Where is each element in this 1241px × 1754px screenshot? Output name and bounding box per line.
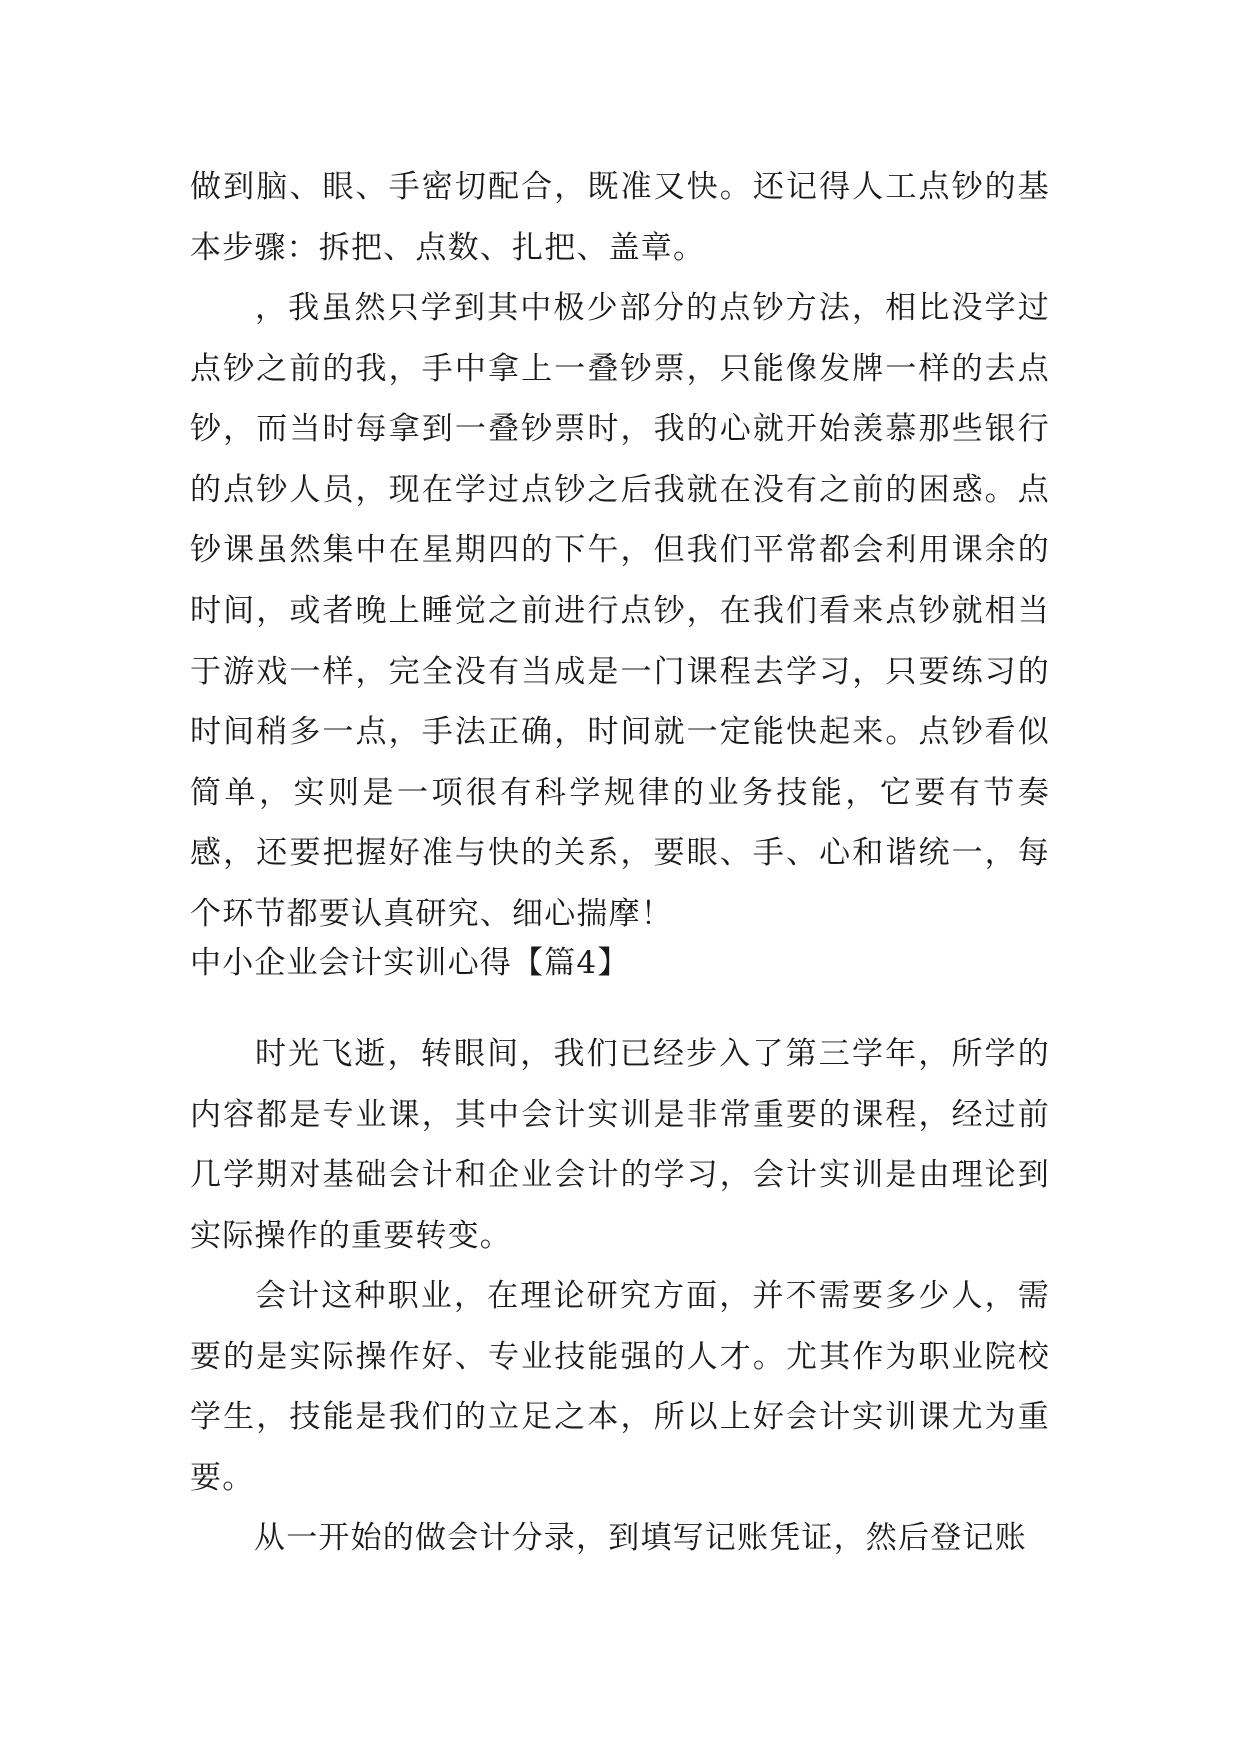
section-heading: 中小企业会计实训心得【篇4】 (190, 945, 630, 981)
paragraph-counting-steps: 做到脑、眼、手密切配合，既准又快。还记得人工点钞的基本步骤：拆把、点数、扎把、盖章。 (190, 169, 1050, 266)
paragraph-counting-practice (190, 278, 1050, 945)
paragraph-intro (190, 1024, 1050, 1266)
paragraph-accounting-steps (190, 1508, 1050, 1569)
paragraph-text: 会计这种职业，在理论研究方面，并不需要多少人，需要的是实际操作好、专业技能强的人才。尤其作为职业院校学生，技能是我们的立足之本，所以上好会计实训课尤为重要。 (190, 1278, 1050, 1496)
paragraph-text: 时光飞逝，转眼间，我们已经步入了第三学年，所学的内容都是专业课，其中会计实训是非常重要的课程，经过前几学期对基础会计和企业会计的学习，会计实训是由理论到实际操作的重要转变。 (190, 1036, 1050, 1254)
paragraph-text: 从一开始的做会计分录，到填写记账凭证，然后登记账 (254, 1520, 1027, 1556)
paragraph-text: ，我虽然只学到其中极少部分的点钞方法，相比没学过点钞之前的我，手中拿上一叠钞票，只能像发牌一样的去点钞，而当时每拿到一叠钞票时，我的心就开始羡慕那些银行的点钞人员，现在学过点钞之后我就在没有之前的困惑。点钞课虽然集中在星期四的下午，但我们平常都会利用课余的时间，或者晚上睡觉之前进行点钞，在我们看来点钞就相当于游戏一样，完全没有当成是一门课程去学习，只要练习的时间稍多一点，手法正确，时间就一定能快起来。点钞看似简单，实则是一项很有科学规律的业务技能，它要有节奏感，还要把握好准与快的关系，要眼、手、心和谐统一，每个环节都要认真研究、细心揣摩！ (190, 290, 1050, 932)
paragraph-accounting-job (190, 1266, 1050, 1508)
